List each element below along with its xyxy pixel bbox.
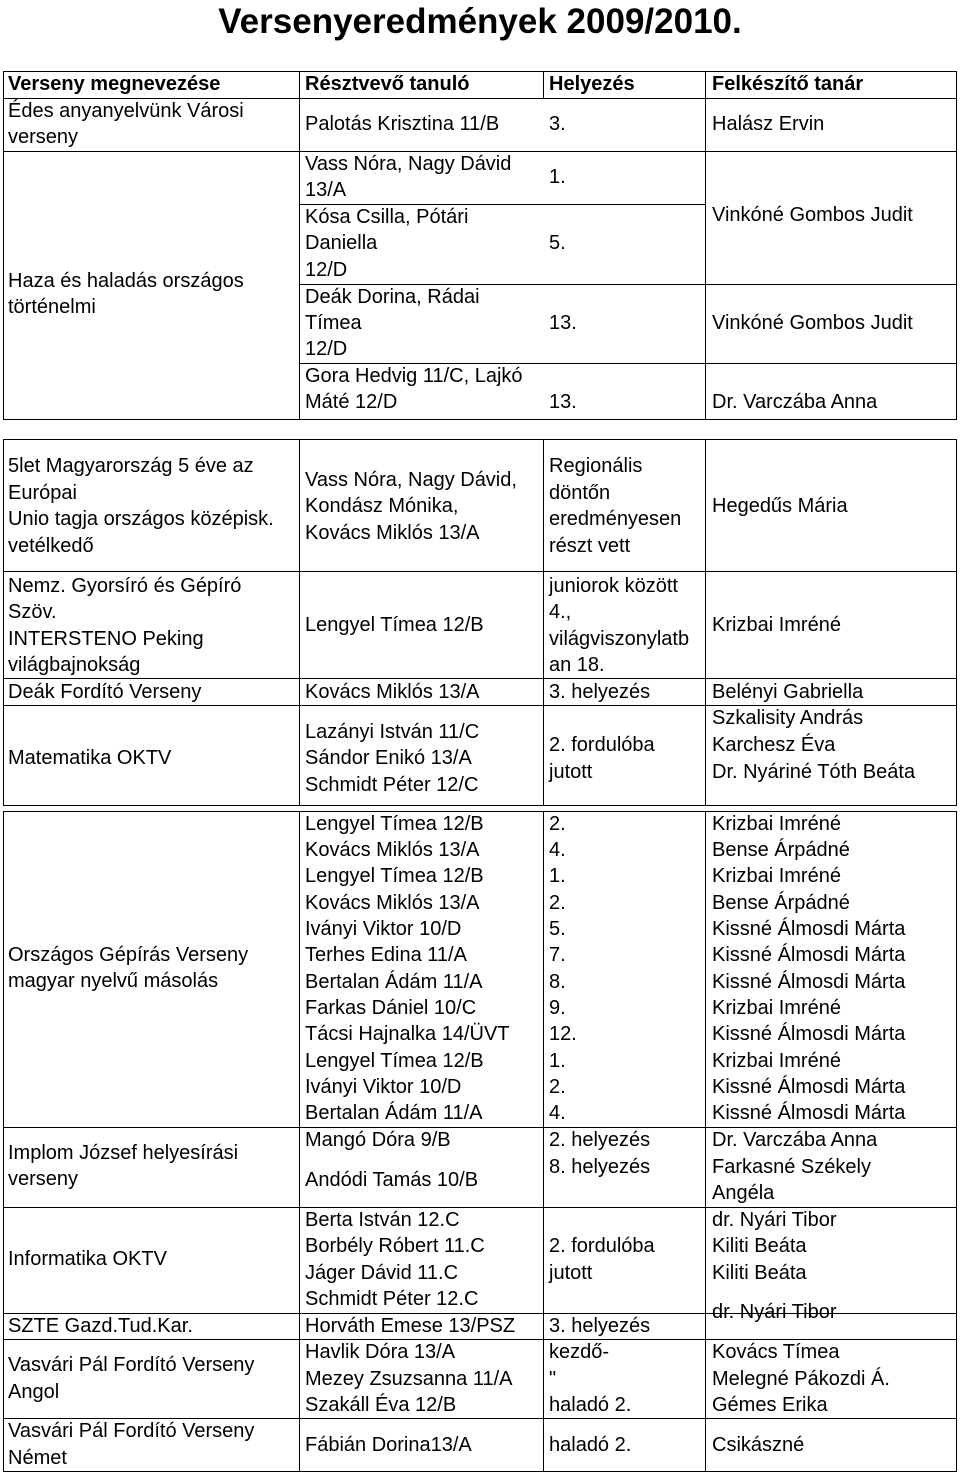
student-name: Sándor Enikó 13/A	[305, 747, 472, 769]
competition-name: verseny	[8, 126, 79, 148]
student-name: Jáger Dávid 11.C	[305, 1262, 459, 1284]
competition-name: Unio tagja országos középisk.	[8, 508, 274, 530]
teacher-name: dr. Nyári Tibor	[712, 1301, 837, 1323]
placement: "	[549, 1368, 557, 1390]
student-name: 12/D	[305, 259, 348, 281]
student-name: Havlik Dóra 13/A	[305, 1341, 456, 1363]
student-name: Iványi Viktor 10/D	[305, 1076, 462, 1098]
teacher-name: Gémes Erika	[712, 1394, 828, 1416]
placement: Regionális	[549, 455, 643, 477]
placement: jutott	[549, 761, 593, 783]
competition-name: SZTE Gazd.Tud.Kar.	[8, 1315, 193, 1337]
student-name: Borbély Róbert 11.C	[305, 1235, 485, 1257]
competition-name: 5let Magyarország 5 éve az	[8, 455, 254, 477]
header-student: Résztvevő tanuló	[305, 73, 470, 95]
teacher-name: Kissné Álmosdi Márta	[712, 971, 906, 993]
student-name: Kovács Miklós 13/A	[305, 839, 480, 861]
header-teacher: Felkészítő tanár	[712, 73, 864, 95]
competition-name: Európai	[8, 482, 77, 504]
page-title: Versenyeredmények 2009/2010.	[218, 2, 742, 41]
student-name: Tímea	[305, 312, 362, 334]
teacher-name: Kissné Álmosdi Márta	[712, 1023, 906, 1045]
teacher-name: Krizbai Imréné	[712, 614, 841, 636]
competition-name: Implom József helyesírási	[8, 1142, 239, 1164]
column-divider	[299, 811, 300, 1472]
student-name: Lengyel Tímea 12/B	[305, 614, 484, 636]
student-name: Tácsi Hajnalka 14/ÜVT	[305, 1023, 510, 1045]
placement: an 18.	[549, 654, 605, 676]
competition-name: vetélkedő	[8, 535, 94, 557]
teacher-name: Halász Ervin	[712, 113, 825, 135]
competition-name: Szöv.	[8, 601, 57, 623]
placement: 1.	[549, 1050, 566, 1072]
column-divider	[705, 71, 706, 420]
placement: 4.,	[549, 601, 572, 623]
competition-name: INTERSTENO Peking	[8, 628, 204, 650]
column-divider	[299, 439, 300, 806]
teacher-name: Krizbai Imréné	[712, 813, 841, 835]
teacher-name: Kiliti Beáta	[712, 1262, 807, 1284]
placement: 13.	[549, 312, 577, 334]
teacher-name: Farkasné Székely	[712, 1156, 871, 1178]
student-name: Máté 12/D	[305, 391, 398, 413]
competition-name: Vasvári Pál Fordító Verseny	[8, 1420, 255, 1442]
teacher-name: Szkalisity András	[712, 707, 864, 729]
student-name: Szakáll Éva 12/B	[305, 1394, 457, 1416]
column-divider	[705, 439, 706, 806]
competition-name: Haza és haladás országos	[8, 270, 244, 292]
teacher-name: Kissné Álmosdi Márta	[712, 1102, 906, 1124]
placement: haladó 2.	[549, 1434, 632, 1456]
header-competition: Verseny megnevezése	[8, 73, 221, 95]
student-name: Daniella	[305, 232, 378, 254]
placement: 3. helyezés	[549, 681, 651, 703]
placement: 7.	[549, 944, 566, 966]
competition-name: magyar nyelvű másolás	[8, 970, 219, 992]
student-name: Lazányi István 11/C	[305, 721, 480, 743]
competition-name: Nemz. Gyorsíró és Gépíró	[8, 575, 242, 597]
placement: 4.	[549, 839, 566, 861]
teacher-name: Krizbai Imréné	[712, 865, 841, 887]
column-divider	[543, 811, 544, 1472]
student-name: Kovács Miklós 13/A	[305, 681, 480, 703]
student-name: Berta István 12.C	[305, 1209, 460, 1231]
student-name: Iványi Viktor 10/D	[305, 918, 462, 940]
student-name: Kósa Csilla, Pótári	[305, 206, 469, 228]
student-name: Lengyel Tímea 12/B	[305, 865, 484, 887]
placement: 4.	[549, 1102, 566, 1124]
teacher-name: Vinkóné Gombos Judit	[712, 204, 913, 226]
placement: 3.	[549, 113, 566, 135]
student-name: 12/D	[305, 338, 348, 360]
placement: 3. helyezés	[549, 1315, 651, 1337]
competition-name: Német	[8, 1447, 67, 1469]
placement: 5.	[549, 232, 566, 254]
student-name: Gora Hedvig 11/C, Lajkó	[305, 365, 523, 387]
placement: világviszonylatb	[549, 628, 690, 650]
teacher-name: Dr. Varczába Anna	[712, 391, 878, 413]
student-name: Mangó Dóra 9/B	[305, 1129, 451, 1151]
teacher-name: Kiliti Beáta	[712, 1235, 807, 1257]
column-divider	[705, 811, 706, 1472]
placement: 13.	[549, 391, 577, 413]
placement: kezdő-	[549, 1341, 610, 1363]
placement: 2. fordulóba	[549, 734, 655, 756]
teacher-name: Hegedűs Mária	[712, 495, 848, 517]
competition-name: történelmi	[8, 296, 96, 318]
competition-name: világbajnokság	[8, 654, 141, 676]
student-name: Vass Nóra, Nagy Dávid	[305, 153, 512, 175]
student-name: Fábián Dorina13/A	[305, 1434, 472, 1456]
competition-name: Informatika OKTV	[8, 1248, 167, 1270]
competition-name: Matematika OKTV	[8, 747, 172, 769]
competition-name: Angol	[8, 1381, 60, 1403]
placement: 9.	[549, 997, 566, 1019]
placement: jutott	[549, 1262, 593, 1284]
student-name: Bertalan Ádám 11/A	[305, 1102, 483, 1124]
student-name: Farkas Dániel 10/C	[305, 997, 477, 1019]
teacher-name: Bense Árpádné	[712, 839, 850, 861]
competition-name: Édes anyanyelvünk Városi	[8, 100, 244, 122]
teacher-name: Karchesz Éva	[712, 734, 836, 756]
student-name: Kovács Miklós 13/A	[305, 892, 480, 914]
placement: 2. fordulóba	[549, 1235, 655, 1257]
placement: részt vett	[549, 535, 631, 557]
student-name: Bertalan Ádám 11/A	[305, 971, 483, 993]
placement: 2.	[549, 813, 566, 835]
placement: 1.	[549, 166, 566, 188]
teacher-name: Melegné Pákozdi Á.	[712, 1368, 890, 1390]
column-divider	[543, 439, 544, 806]
placement: 2. helyezés	[549, 1129, 651, 1151]
placement: 1.	[549, 865, 566, 887]
placement: haladó 2.	[549, 1394, 632, 1416]
placement: 8.	[549, 971, 566, 993]
placement: 2.	[549, 1076, 566, 1098]
student-name: Vass Nóra, Nagy Dávid,	[305, 469, 517, 491]
placement: 12.	[549, 1023, 577, 1045]
student-name: Schmidt Péter 12.C	[305, 1288, 479, 1310]
student-name: Deák Dorina, Rádai	[305, 286, 480, 308]
teacher-name: Angéla	[712, 1182, 775, 1204]
competition-name: Országos Gépírás Verseny	[8, 944, 249, 966]
teacher-name: Dr. Nyáriné Tóth Beáta	[712, 761, 916, 783]
teacher-name: Kissné Álmosdi Márta	[712, 944, 906, 966]
student-name: Palotás Krisztina 11/B	[305, 113, 500, 135]
student-name: Lengyel Tímea 12/B	[305, 813, 484, 835]
teacher-name: Dr. Varczába Anna	[712, 1129, 878, 1151]
placement: eredményesen	[549, 508, 682, 530]
competition-name: Vasvári Pál Fordító Verseny	[8, 1354, 255, 1376]
student-name: Horváth Emese 13/PSZ	[305, 1315, 516, 1337]
teacher-name: Bense Árpádné	[712, 892, 850, 914]
placement: juniorok között	[549, 575, 678, 597]
teacher-name: Belényi Gabriella	[712, 681, 864, 703]
teacher-name: Krizbai Imréné	[712, 1050, 841, 1072]
student-name: Kovács Miklós 13/A	[305, 522, 480, 544]
teacher-name: Kissné Álmosdi Márta	[712, 1076, 906, 1098]
student-name: Lengyel Tímea 12/B	[305, 1050, 484, 1072]
student-name: Andódi Tamás 10/B	[305, 1169, 479, 1191]
column-divider	[299, 71, 300, 420]
column-divider	[543, 71, 544, 98]
placement: döntőn	[549, 482, 611, 504]
placement: 5.	[549, 918, 566, 940]
student-name: Mezey Zsuzsanna 11/A	[305, 1368, 513, 1390]
student-name: Terhes Edina 11/A	[305, 944, 467, 966]
student-name: Kondász Mónika,	[305, 495, 459, 517]
teacher-name: Kovács Tímea	[712, 1341, 840, 1363]
teacher-name: Vinkóné Gombos Judit	[712, 312, 913, 334]
teacher-name: Csikászné	[712, 1434, 805, 1456]
teacher-name: Kissné Álmosdi Márta	[712, 918, 906, 940]
placement: 8. helyezés	[549, 1156, 651, 1178]
student-name: Schmidt Péter 12/C	[305, 774, 479, 796]
teacher-name: Krizbai Imréné	[712, 997, 841, 1019]
row-divider	[3, 571, 957, 572]
teacher-name: dr. Nyári Tibor	[712, 1209, 837, 1231]
header-place: Helyezés	[549, 73, 635, 95]
competition-name: Deák Fordító Verseny	[8, 681, 202, 703]
competition-name: verseny	[8, 1168, 79, 1190]
student-name: 13/A	[305, 179, 347, 201]
placement: 2.	[549, 892, 566, 914]
